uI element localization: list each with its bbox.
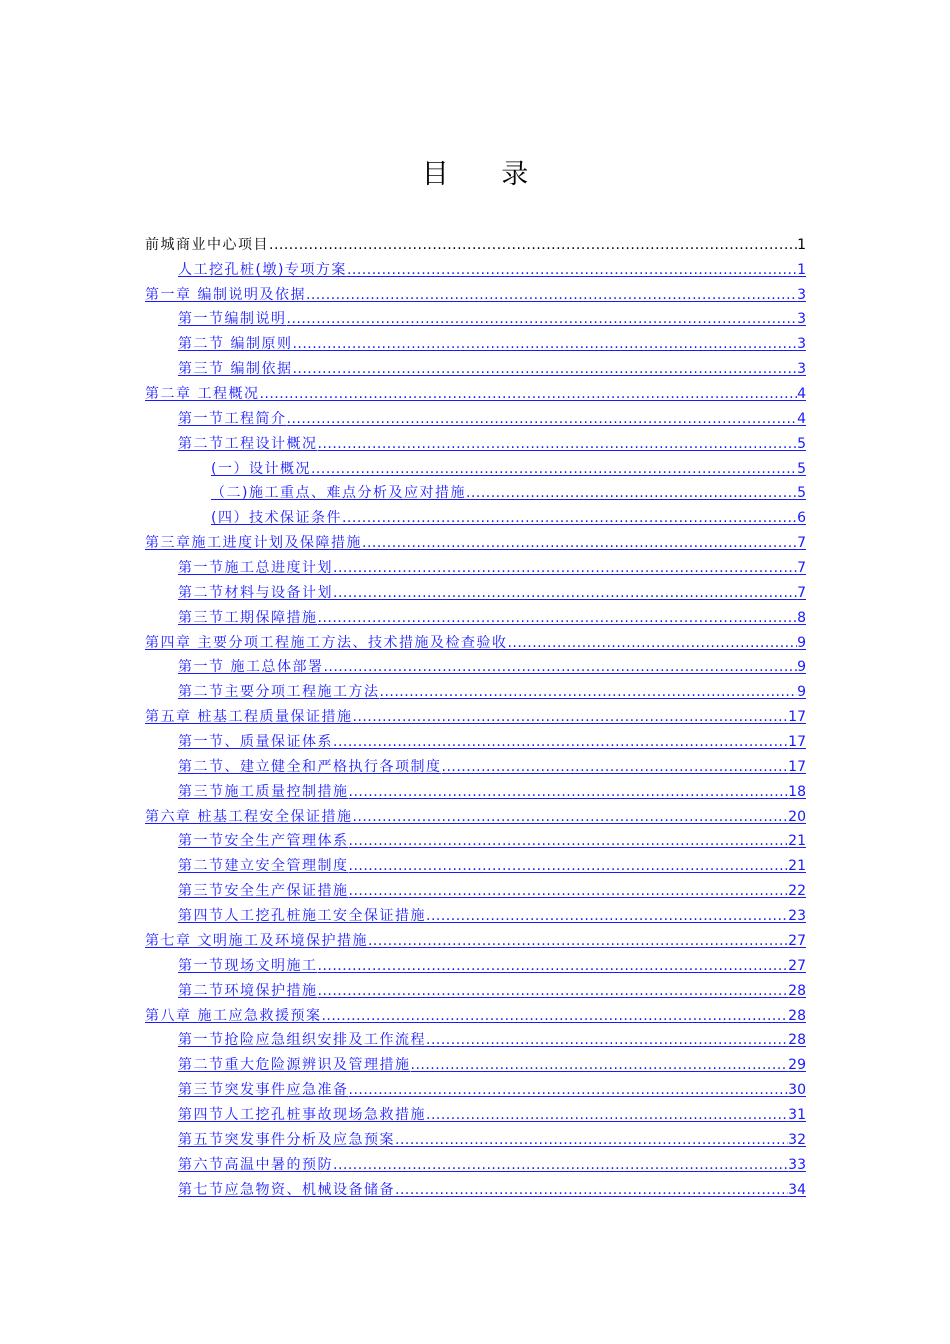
- toc-entry[interactable]: [145, 975, 806, 1000]
- toc-page-number: 4: [797, 410, 806, 427]
- toc-page-number: 3: [797, 336, 806, 353]
- toc-page-number: 5: [797, 460, 806, 477]
- toc-leader-dots: [349, 832, 789, 850]
- toc-page-number: 17: [788, 758, 806, 775]
- toc-leader-dots: [352, 808, 788, 826]
- toc-entry-title: 第二节、建立健全和严格执行各项制度: [178, 758, 442, 775]
- toc-entry-title: 第四节人工挖孔桩施工安全保证措施: [178, 908, 426, 925]
- toc-leader-dots: [333, 584, 797, 602]
- toc-page-number: 27: [788, 932, 806, 949]
- toc-leader-dots: [426, 907, 788, 925]
- toc-page-number: 7: [797, 584, 806, 601]
- toc-entry-title: 第一节施工总进度计划: [178, 560, 333, 577]
- toc-page-number: 32: [788, 1131, 806, 1148]
- toc-page-number: 7: [797, 560, 806, 577]
- toc-leader-dots: [395, 1181, 788, 1199]
- toc-leader-dots: [333, 1156, 788, 1174]
- toc-leader-dots: [287, 310, 798, 328]
- toc-entry-title: 第二章 工程概况: [145, 386, 260, 403]
- toc-entry-title: 第七章 文明施工及环境保护措施: [145, 932, 368, 949]
- toc-entry[interactable]: [145, 875, 806, 900]
- toc-leader-dots: [287, 410, 798, 428]
- toc-entry[interactable]: [145, 478, 806, 503]
- toc-page-number: 8: [797, 609, 806, 626]
- toc-entry[interactable]: [145, 850, 806, 875]
- toc-entry[interactable]: [145, 900, 806, 925]
- toc-leader-dots: [347, 261, 797, 279]
- toc-leader-dots: [426, 1031, 788, 1049]
- toc-leader-dots: [380, 683, 798, 701]
- toc-entry[interactable]: [145, 1174, 806, 1199]
- toc-leader-dots: [321, 1007, 788, 1025]
- toc-entry-title: 第五章 桩基工程质量保证措施: [145, 709, 353, 726]
- toc-entry[interactable]: [145, 328, 806, 353]
- toc-leader-dots: [323, 658, 797, 676]
- toc-entry-title: 第一节抢险应急组织安排及工作流程: [178, 1032, 426, 1049]
- toc-page-number: 28: [788, 1007, 806, 1024]
- toc-leader-dots: [306, 286, 797, 304]
- toc-entry-title: 第三节安全生产保证措施: [178, 883, 349, 900]
- toc-leader-dots: [362, 534, 797, 552]
- toc-entry[interactable]: [145, 676, 806, 701]
- toc-entry[interactable]: [145, 1000, 806, 1025]
- toc-page-number: 29: [788, 1057, 806, 1074]
- toc-leader-dots: [333, 559, 797, 577]
- toc-leader-dots: [507, 634, 797, 652]
- toc-entry[interactable]: [145, 304, 806, 329]
- toc-entry[interactable]: [145, 378, 806, 403]
- toc-page-number: 18: [788, 783, 806, 800]
- toc-entry-title: 第七节应急物资、机械设备储备: [178, 1181, 395, 1198]
- toc-entry[interactable]: [145, 453, 806, 478]
- toc-entry[interactable]: [145, 502, 806, 527]
- toc-entry-title: 第三节 编制依据: [178, 361, 293, 378]
- toc-entry-title: 第八章 施工应急救援预案: [145, 1007, 322, 1024]
- toc-entry-title: 前城商业中心项目: [145, 236, 269, 253]
- toc-entry[interactable]: [145, 701, 806, 726]
- toc-entry-title: 第一章 编制说明及依据: [145, 286, 306, 303]
- toc-page-number: 23: [788, 908, 806, 925]
- toc-entry-title: 第三节施工质量控制措施: [178, 783, 349, 800]
- toc-page-number: 20: [788, 808, 806, 825]
- toc-entry-title: 第二节重大危险源辨识及管理措施: [178, 1057, 411, 1074]
- toc-leader-dots: [368, 932, 788, 950]
- toc-page-number: 17: [788, 734, 806, 751]
- toc-entry: [145, 229, 806, 254]
- toc-entry-title: (四）技术保证条件: [211, 510, 342, 527]
- toc-entry-title: 第二节主要分项工程施工方法: [178, 684, 380, 701]
- toc-leader-dots: [352, 708, 788, 726]
- toc-page-number: 21: [788, 833, 806, 850]
- toc-page-number: 3: [797, 361, 806, 378]
- toc-page-number: 28: [788, 982, 806, 999]
- toc-page-number: 6: [797, 510, 806, 527]
- toc-entry[interactable]: [145, 428, 806, 453]
- toc-leader-dots: [292, 335, 797, 353]
- toc-page-number: 30: [788, 1082, 806, 1099]
- toc-entry-title: 第三节突发事件应急准备: [178, 1082, 349, 1099]
- toc-page-number: 5: [797, 485, 806, 502]
- toc-entry[interactable]: [145, 527, 806, 552]
- toc-page-number: 5: [797, 435, 806, 452]
- toc-entry-title: 第二节工程设计概况: [178, 435, 318, 452]
- toc-entry[interactable]: [145, 950, 806, 975]
- toc-entry-title: 第三章施工进度计划及保障措施: [145, 535, 362, 552]
- toc-page-number: 33: [788, 1156, 806, 1173]
- toc-leader-dots: [318, 609, 798, 627]
- toc-entry[interactable]: [145, 254, 806, 279]
- toc-leader-dots: [318, 982, 789, 1000]
- toc-page-number: 22: [788, 883, 806, 900]
- toc-entry-title: 第五节突发事件分析及应急预案: [178, 1131, 395, 1148]
- toc-entry[interactable]: [145, 1124, 806, 1149]
- toc-leader-dots: [466, 484, 797, 502]
- toc-entry-title: 第六章 桩基工程安全保证措施: [145, 808, 353, 825]
- toc-entry-title: 第六节高温中暑的预防: [178, 1156, 333, 1173]
- toc-entry-title: 第三节工期保障措施: [178, 609, 318, 626]
- toc-entry[interactable]: [145, 652, 806, 677]
- toc-leader-dots: [349, 882, 789, 900]
- toc-page-number: 7: [797, 535, 806, 552]
- toc-entry[interactable]: [145, 1025, 806, 1050]
- toc-entry[interactable]: [145, 826, 806, 851]
- toc-page-number: 31: [788, 1106, 806, 1123]
- toc-page-number: 17: [788, 709, 806, 726]
- toc-entry[interactable]: [145, 801, 806, 826]
- toc-entry[interactable]: [145, 403, 806, 428]
- toc-entry-title: 第二节材料与设备计划: [178, 584, 333, 601]
- toc-entry[interactable]: [145, 1074, 806, 1099]
- toc-leader-dots: [426, 1106, 788, 1124]
- toc-entry[interactable]: [145, 279, 806, 304]
- toc-page-number: 4: [797, 386, 806, 403]
- toc-entry[interactable]: [145, 726, 806, 751]
- toc-page-number: 9: [797, 634, 806, 651]
- toc-page-number: 21: [788, 858, 806, 875]
- toc-leader-dots: [349, 1081, 789, 1099]
- toc-leader-dots: [318, 435, 798, 453]
- toc-entry[interactable]: [145, 1099, 806, 1124]
- page-title: 目 录: [421, 159, 551, 190]
- toc-entry-title: 第二节环境保护措施: [178, 982, 318, 999]
- toc-entry-title: 第四章 主要分项工程施工方法、技术措施及检查验收: [145, 634, 508, 651]
- toc-page-number: 9: [797, 684, 806, 701]
- toc-leader-dots: [292, 360, 797, 378]
- toc-entry-title: (一）设计概况: [211, 460, 311, 477]
- table-of-contents: [145, 229, 806, 1199]
- toc-entry-title: 第一节、质量保证体系: [178, 734, 333, 751]
- toc-page-number: 3: [797, 286, 806, 303]
- toc-entry-title: 第一节编制说明: [178, 311, 287, 328]
- toc-page-number: 3: [797, 311, 806, 328]
- toc-leader-dots: [349, 857, 789, 875]
- toc-leader-dots: [318, 957, 789, 975]
- toc-entry-title: （二)施工重点、难点分析及应对措施: [211, 485, 466, 502]
- toc-entry-title: 第四节人工挖孔桩事故现场急救措施: [178, 1106, 426, 1123]
- toc-entry[interactable]: [145, 1049, 806, 1074]
- toc-entry[interactable]: [145, 552, 806, 577]
- toc-leader-dots: [411, 1056, 789, 1074]
- toc-page-number: 9: [797, 659, 806, 676]
- toc-leader-dots: [342, 509, 797, 527]
- toc-entry-title: 人工挖孔桩(墩)专项方案: [178, 261, 347, 278]
- toc-page-number: 34: [788, 1181, 806, 1198]
- toc-leader-dots: [259, 385, 797, 403]
- toc-entry[interactable]: [145, 353, 806, 378]
- toc-page-number: 1: [797, 261, 806, 278]
- toc-entry[interactable]: [145, 925, 806, 950]
- toc-entry[interactable]: [145, 1149, 806, 1174]
- toc-entry[interactable]: [145, 627, 806, 652]
- toc-entry-title: 第一节现场文明施工: [178, 957, 318, 974]
- toc-page-number: 27: [788, 957, 806, 974]
- toc-leader-dots: [269, 236, 797, 254]
- toc-entry[interactable]: [145, 751, 806, 776]
- toc-entry[interactable]: [145, 577, 806, 602]
- toc-entry-title: 第一节安全生产管理体系: [178, 833, 349, 850]
- toc-entry-title: 第一节工程简介: [178, 410, 287, 427]
- toc-leader-dots: [395, 1131, 788, 1149]
- toc-entry-title: 第二节 编制原则: [178, 336, 293, 353]
- toc-entry[interactable]: [145, 602, 806, 627]
- toc-page-number: 28: [788, 1032, 806, 1049]
- toc-leader-dots: [349, 783, 789, 801]
- toc-leader-dots: [333, 733, 788, 751]
- toc-page-number: 1: [797, 236, 806, 253]
- toc-leader-dots: [442, 758, 789, 776]
- toc-entry[interactable]: [145, 776, 806, 801]
- toc-entry-title: 第一节 施工总体部署: [178, 659, 324, 676]
- toc-entry-title: 第二节建立安全管理制度: [178, 858, 349, 875]
- toc-leader-dots: [311, 460, 797, 478]
